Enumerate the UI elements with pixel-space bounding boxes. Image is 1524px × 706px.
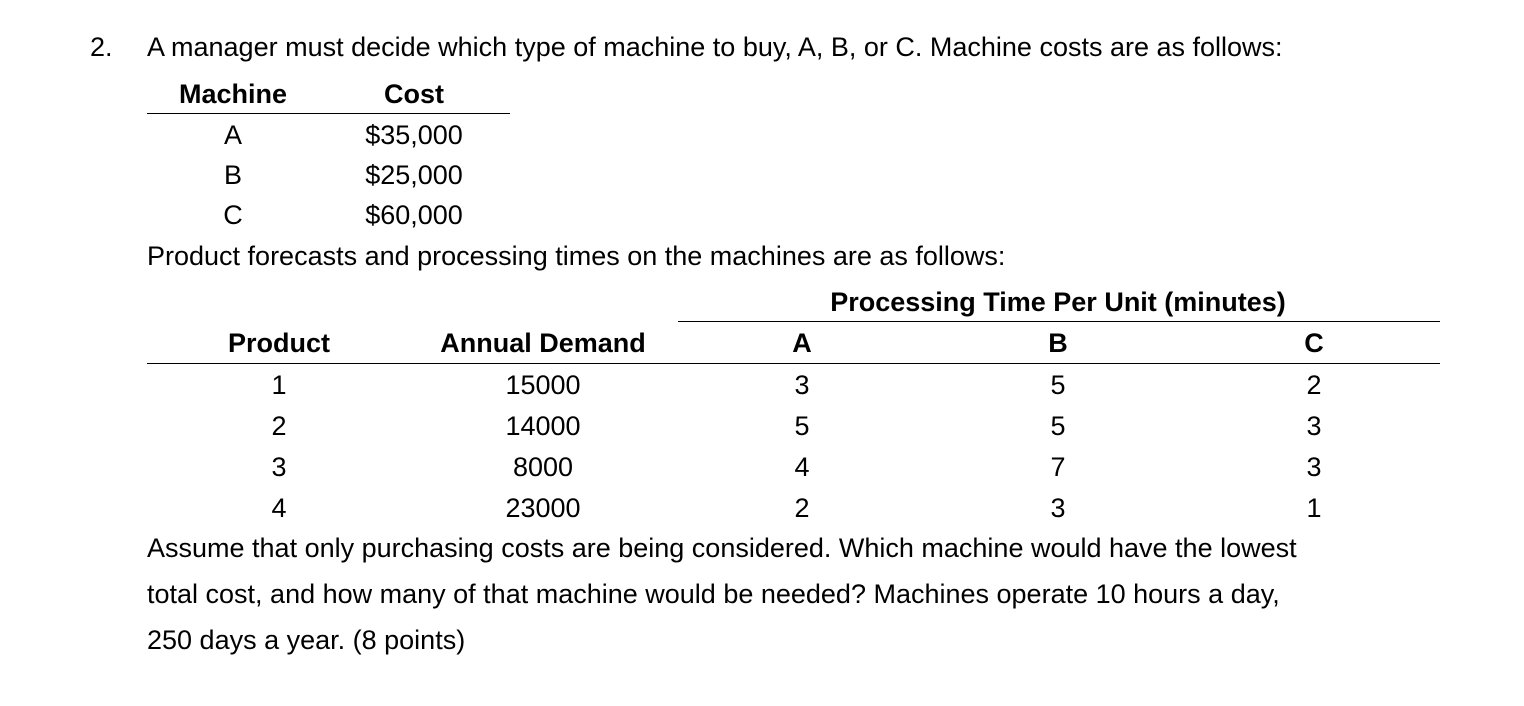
cell-demand: 23000	[505, 493, 581, 523]
cell-demand: 8000	[512, 452, 574, 482]
header-product: Product	[227, 328, 331, 358]
cell-product: 1	[271, 370, 287, 400]
cost-table-header-cost: Cost	[384, 79, 444, 109]
cell-time-c: 1	[1306, 493, 1322, 523]
cost-row-cost: $35,000	[365, 120, 463, 150]
closing-line: total cost, and how many of that machine would be needed? Machines operate 10 hours a day,	[147, 579, 1280, 609]
header-machine-a: A	[792, 328, 812, 358]
cell-demand: 15000	[505, 370, 581, 400]
question-number: 2.	[90, 32, 113, 62]
cell-time-c: 3	[1306, 411, 1322, 441]
cell-time-b: 7	[1050, 452, 1066, 482]
cell-product: 3	[271, 452, 287, 482]
cell-demand: 14000	[505, 411, 581, 441]
cost-row-machine: B	[223, 160, 243, 190]
cost-row-machine: A	[223, 120, 243, 150]
cell-time-a: 2	[794, 493, 810, 523]
closing-line: 250 days a year. (8 points)	[147, 625, 466, 655]
cost-row-cost: $25,000	[365, 160, 463, 190]
forecast-intro: Product forecasts and processing times on the machines are as follows:	[147, 241, 1006, 271]
processing-header-rule	[147, 363, 1440, 364]
header-machine-c: C	[1304, 328, 1324, 358]
cell-time-b: 3	[1050, 493, 1066, 523]
cost-row-machine: C	[223, 200, 243, 230]
cell-time-a: 4	[794, 452, 810, 482]
processing-group-rule	[678, 321, 1440, 322]
cell-time-b: 5	[1050, 370, 1066, 400]
cell-time-c: 2	[1306, 370, 1322, 400]
cell-product: 4	[271, 493, 287, 523]
cell-time-b: 5	[1050, 411, 1066, 441]
processing-group-header: Processing Time Per Unit (minutes)	[830, 287, 1286, 317]
cell-time-a: 5	[794, 411, 810, 441]
cost-table-header-machine: Machine	[178, 79, 288, 109]
cost-row-cost: $60,000	[365, 200, 463, 230]
cell-time-a: 3	[794, 370, 810, 400]
closing-line: Assume that only purchasing costs are being considered. Which machine would have the lowest	[147, 533, 1297, 563]
cost-table-divider	[147, 113, 510, 114]
header-machine-b: B	[1048, 328, 1068, 358]
header-annual-demand: Annual Demand	[440, 328, 646, 358]
cell-product: 2	[271, 411, 287, 441]
cell-time-c: 3	[1306, 452, 1322, 482]
question-intro: A manager must decide which type of machine to buy, A, B, or C. Machine costs are as follows:	[147, 32, 1283, 62]
